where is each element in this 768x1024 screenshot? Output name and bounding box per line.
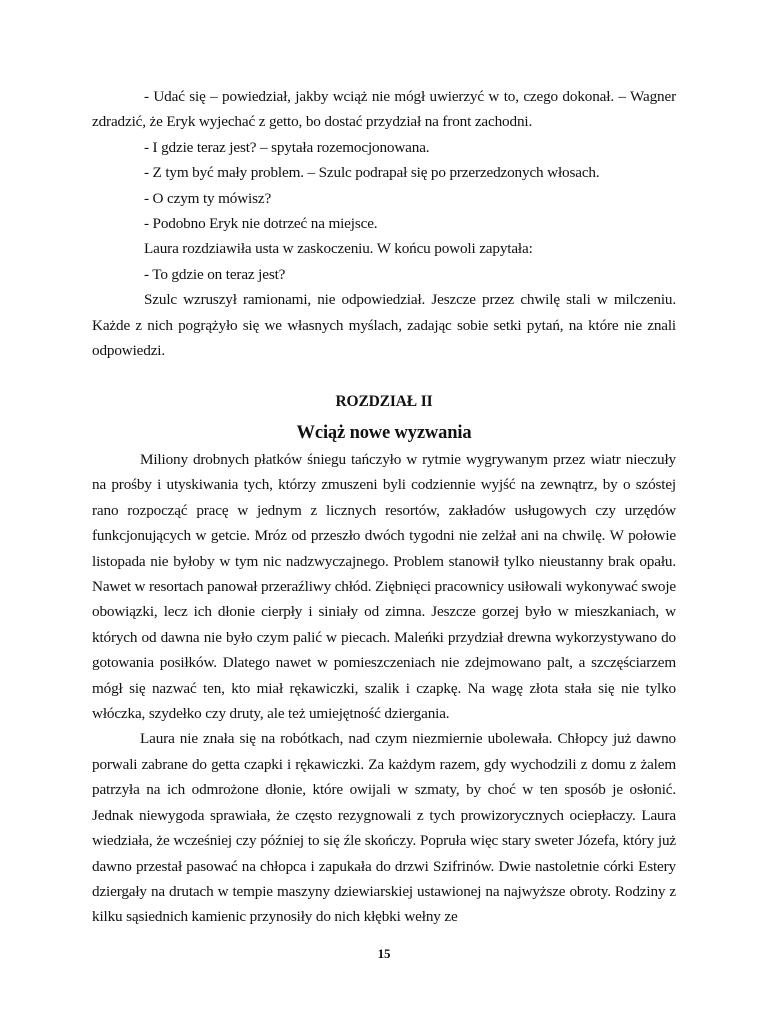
dialog-line: - Podobno Eryk nie dotrzeć na miejsce. xyxy=(144,215,378,233)
chapter-subtitle: Wciąż nowe wyzwania xyxy=(296,423,472,443)
chapter-title: ROZDZIAŁ II xyxy=(335,393,433,410)
narration-line: Laura rozdziawiła usta w zaskoczeniu. W końcu powoli zapytała: xyxy=(144,240,533,258)
dialog-line: - Z tym być mały problem. – Szulc podrapał się po przerzedzonych włosach. xyxy=(144,164,600,182)
body-paragraph: Laura nie znała się na robótkach, nad czym niezmiernie ubolewała. Chłopcy już dawno porwali zabrane do getta czapki i rękawiczki. Za każdym razem, gdy wychodzili z domu z żalem patrzyła na ich odmrożone dłonie, które owijali w szmaty, by choć w ten sposób je osłonić. Jednak niewygoda sprawiała, że często rezygnowali z tych prowizorycznych ociepłaczy. Laura wiedziała, że wcześniej czy później to się źle skończy. Popruła więc stary sweter Józefa, który już dawno przestał pasować na chłopca i zapukała do drzwi Szifrinów. Dwie nastoletnie córki Estery dziergały na drutach w tempie maszyny dziewiarskiej ustawionej na najwyższe obroty. Rodziny z kilku sąsiednich kamienic przynosiły do nich kłębki wełny ze xyxy=(92,730,676,926)
page-number: 15 xyxy=(377,946,391,961)
chapter-body xyxy=(92,447,676,930)
body-paragraph: Miliony drobnych płatków śniegu tańczyło w rytmie wygrywanym przez wiatr nieczuły na prośby i utyskiwania tych, którzy zmuszeni byli codziennie wyjść na zewnątrz, by o szóstej rano rozpocząć pracę w jednym z licznych resortów, zakładów usługowych czy urzędów funkcjonujących w getcie. Mróz od przeszło dwóch tygodni nie zelżał ani na chwilę. W połowie listopada nie byłoby w tym nic nadzwyczajnego. Problem stanowił tylko nieustanny brak opału. Nawet w resortach panował przeraźliwy chłód. Ziębnięci pracownicy usiłowali wykonywać swoje obowiązki, lecz ich dłonie cierpły i siniały od zimna. Jeszcze gorzej było w mieszkaniach, w których od dawna nie było czym palić w piecach. Maleńki przydział drewna wykorzystywano do gotowania posiłków. Dlatego nawet w pomieszczeniach nie zdejmowano palt, a szczęściarzem mógł się nazwać ten, kto miał rękawiczki, szalik i czapkę. Na wagę złota stała się nie tylko włóczka, szydełko czy druty, ale też umiejętność dziergania. xyxy=(92,451,676,723)
dialog-line: - Udać się – powiedział, jakby wciąż nie mógł uwierzyć w to, czego dokonał. – Wagner zdradzić, że Eryk wyjechać z getto, bo dostać przydział na front zachodni. xyxy=(92,88,676,131)
dialog-section xyxy=(92,84,676,363)
dialog-line: - To gdzie on teraz jest? xyxy=(144,265,286,283)
dialog-line: - I gdzie teraz jest? – spytała rozemocjonowana. xyxy=(144,138,430,156)
narration-paragraph: Szulc wzruszył ramionami, nie odpowiedział. Jeszcze przez chwilę stali w milczeniu. Każde z nich pogrążyło się we własnych myślach, zadając sobie setki pytań, na które nie znali odpowiedzi. xyxy=(92,291,676,360)
dialog-line: - O czym ty mówisz? xyxy=(144,189,272,207)
